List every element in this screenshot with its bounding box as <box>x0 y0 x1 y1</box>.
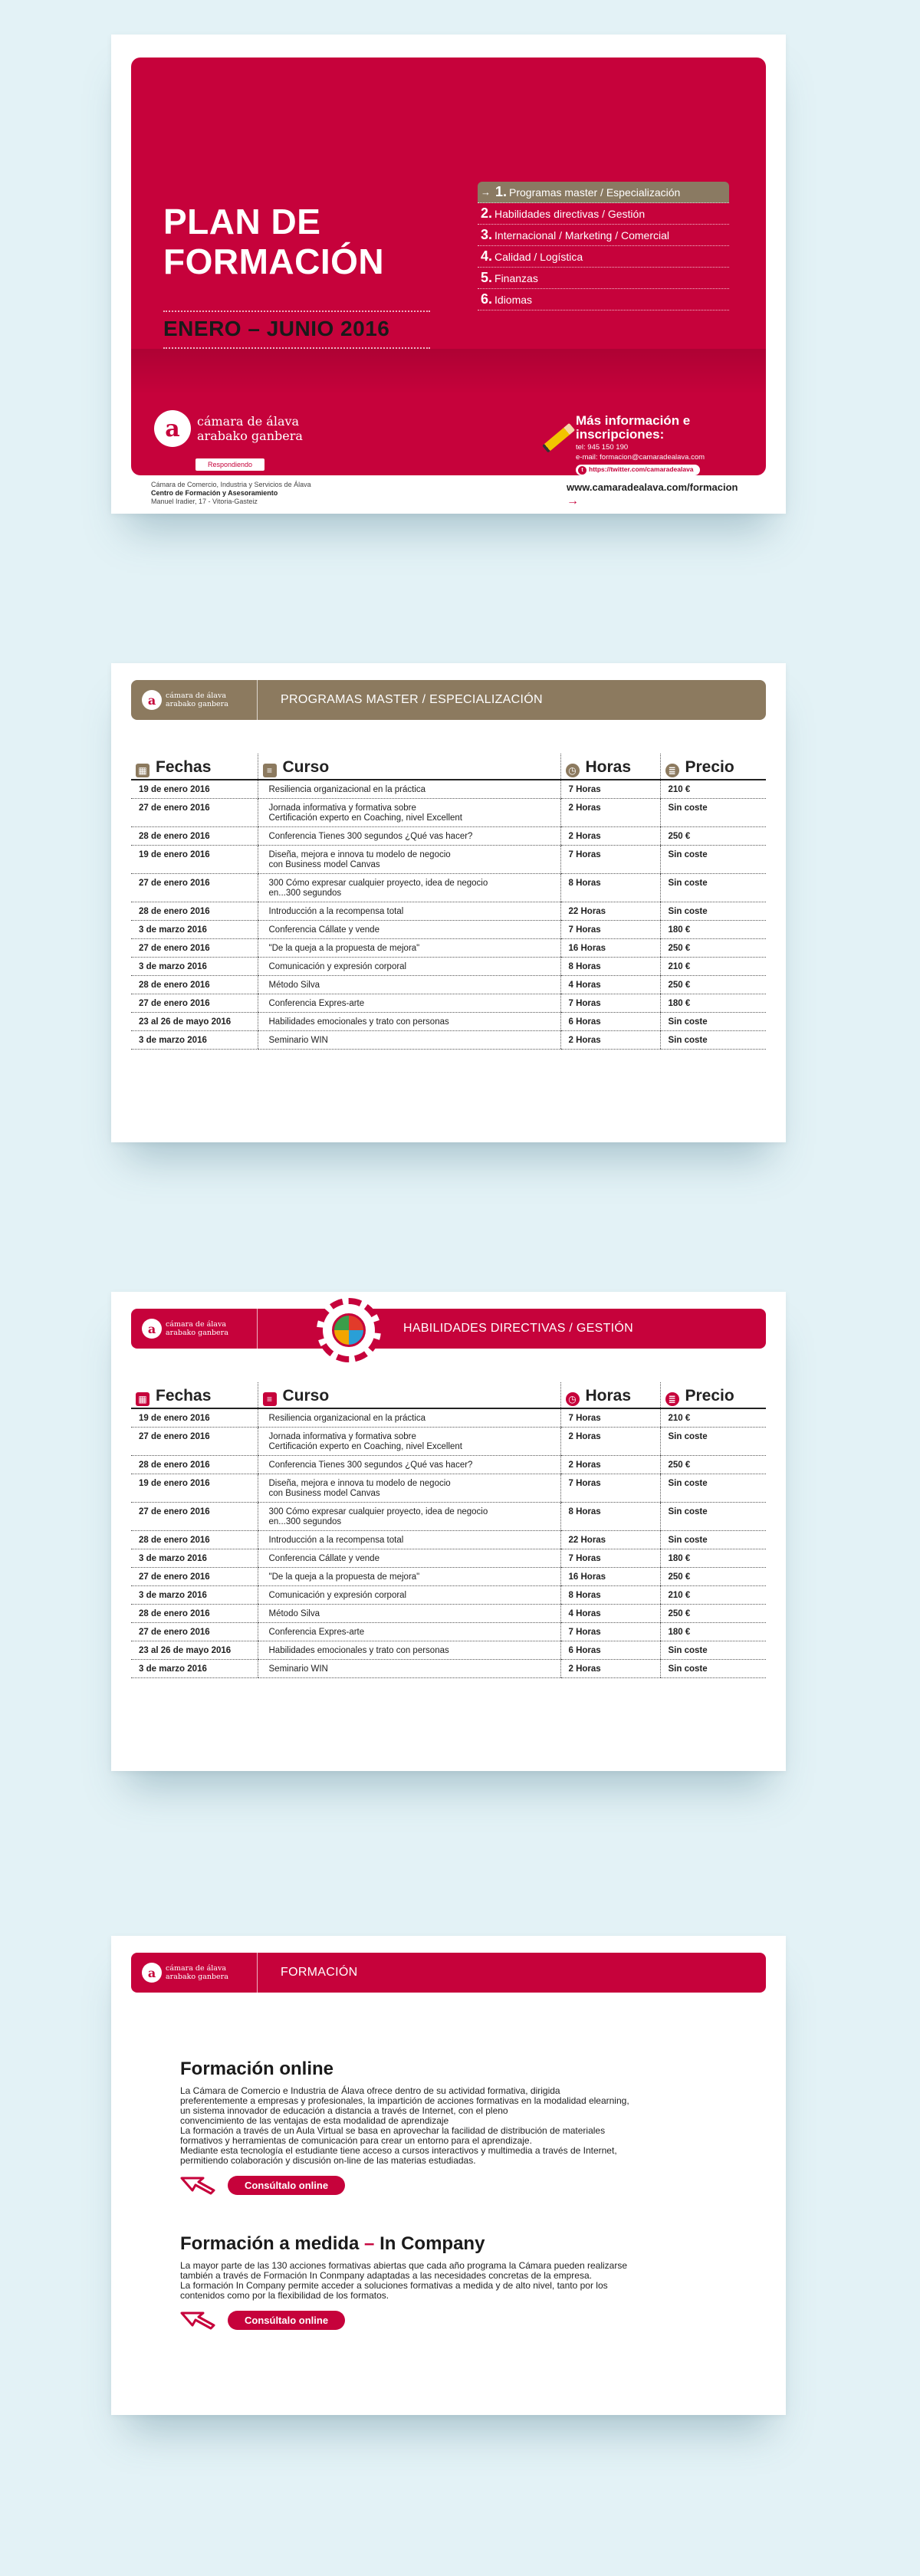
cell-precio: 210 € <box>660 780 766 799</box>
cover-title-line1: PLAN DE <box>163 202 321 242</box>
page-title: FORMACIÓN <box>281 1966 358 1979</box>
paragraph-line: La formación In Company permite acceder a soluciones formativas a medida y de alto nivel, tanto por los <box>180 2280 608 2291</box>
cell-fecha: 3 de marzo 2016 <box>131 1586 258 1605</box>
page-title: PROGRAMAS MASTER / ESPECIALIZACIÓN <box>281 693 543 706</box>
cell-curso <box>258 1456 560 1474</box>
table-row <box>131 1586 766 1605</box>
cell-precio: Sin coste <box>660 902 766 921</box>
header-curso <box>258 754 560 780</box>
curso-line: en...300 segundos <box>268 1517 342 1526</box>
info-title-line1: Más información e <box>576 413 691 428</box>
cover-footer <box>151 481 311 506</box>
logo-text <box>197 414 303 443</box>
cell-precio: Sin coste <box>660 1031 766 1050</box>
camara-logo-icon: a <box>142 690 162 710</box>
logo-line2: arabako ganbera <box>166 1329 228 1337</box>
logo-line1: cámara de álava <box>166 1320 227 1329</box>
logo-line2: arabako ganbera <box>166 700 228 708</box>
coins-icon: ≣ <box>665 764 679 777</box>
title-part1: Formación a medida <box>180 2233 360 2254</box>
cell-horas: 7 Horas <box>560 994 660 1013</box>
arrow-right-icon: → <box>567 495 579 508</box>
table-header-row <box>131 754 766 780</box>
header-precio <box>660 1382 766 1408</box>
cell-curso <box>258 846 560 874</box>
camara-logo-icon: a <box>142 1319 162 1339</box>
header-fechas-label: Fechas <box>156 1387 212 1405</box>
curso-line: Conferencia Cállate y vende <box>268 925 380 935</box>
cell-curso <box>258 1586 560 1605</box>
menu-item-number: 1. <box>495 184 508 199</box>
cta-online <box>180 2175 717 2195</box>
clock-icon: ◷ <box>566 764 580 777</box>
cell-curso <box>258 976 560 994</box>
cell-fecha: 27 de enero 2016 <box>131 799 258 827</box>
menu-item-label: Finanzas <box>495 271 538 284</box>
cell-precio: 180 € <box>660 921 766 939</box>
menu-item-number: 6. <box>481 291 493 307</box>
cover-title <box>163 202 439 281</box>
cell-precio: 250 € <box>660 976 766 994</box>
table-row <box>131 799 766 827</box>
table-row <box>131 994 766 1013</box>
cell-horas: 8 Horas <box>560 1586 660 1605</box>
curso-line: Introducción a la recompensa total <box>268 907 404 916</box>
cell-curso <box>258 1474 560 1503</box>
table-row <box>131 1531 766 1549</box>
cell-fecha: 3 de marzo 2016 <box>131 921 258 939</box>
cover-dates: ENERO – JUNIO 2016 <box>163 317 390 340</box>
cell-horas: 2 Horas <box>560 1456 660 1474</box>
habilidades-directivas-page <box>111 1292 786 1771</box>
cell-horas: 8 Horas <box>560 958 660 976</box>
cell-horas: 22 Horas <box>560 902 660 921</box>
cover-menu <box>478 182 729 310</box>
menu-item-number: 5. <box>481 270 493 285</box>
cell-horas: 8 Horas <box>560 1503 660 1531</box>
cell-precio: Sin coste <box>660 874 766 902</box>
clock-icon: ◷ <box>566 1392 580 1406</box>
table-row <box>131 1428 766 1456</box>
header-curso-label: Curso <box>282 1387 330 1405</box>
logo-text <box>166 692 228 708</box>
cell-curso <box>258 1549 560 1568</box>
page-title: HABILIDADES DIRECTIVAS / GESTIÓN <box>403 1322 634 1335</box>
cell-curso <box>258 1013 560 1031</box>
curso-line: Comunicación y expresión corporal <box>268 1591 407 1600</box>
cell-precio: Sin coste <box>660 799 766 827</box>
cell-horas: 2 Horas <box>560 1031 660 1050</box>
twitter-icon: t <box>578 466 586 475</box>
section-title <box>180 2233 717 2255</box>
menu-item[interactable] <box>478 246 729 268</box>
cover-logo <box>154 410 303 447</box>
cell-curso <box>258 1428 560 1456</box>
menu-item-label: Calidad / Logística <box>495 250 583 263</box>
camara-logo-icon: a <box>142 1963 162 1983</box>
table-header-row <box>131 1382 766 1408</box>
twitter-url: https://twitter.com/camaradealava <box>589 465 694 473</box>
section-in-company <box>180 2233 717 2330</box>
paragraph-line: preferentemente a empresas y profesionales, la impartición de acciones formativas en la modalidad elearning, <box>180 2095 629 2106</box>
cell-fecha: 28 de enero 2016 <box>131 902 258 921</box>
curso-line: Certificación experto en Coaching, nivel Excellent <box>268 1442 462 1451</box>
header-fechas <box>131 754 258 780</box>
cell-curso <box>258 902 560 921</box>
cell-precio: 210 € <box>660 958 766 976</box>
curso-line: Conferencia Expres-arte <box>268 1628 365 1637</box>
header-logo <box>131 1953 258 1993</box>
cell-horas: 2 Horas <box>560 1428 660 1456</box>
header-logo <box>131 680 258 720</box>
curso-line: Comunicación y expresión corporal <box>268 962 407 971</box>
cell-fecha: 27 de enero 2016 <box>131 1428 258 1456</box>
cell-precio: 250 € <box>660 939 766 958</box>
table-row <box>131 1605 766 1623</box>
table-body <box>131 1408 766 1678</box>
header-horas <box>560 754 660 780</box>
cell-horas: 7 Horas <box>560 1408 660 1428</box>
logo-line1: cámara de álava <box>197 414 300 429</box>
menu-item[interactable] <box>478 268 729 289</box>
cursor-arrow-icon <box>180 2175 217 2195</box>
cell-fecha: 27 de enero 2016 <box>131 1503 258 1531</box>
paragraph-line: Mediante esta tecnología el estudiante tiene acceso a cursos interactivos y multimedia a través de Internet, <box>180 2145 617 2156</box>
cell-fecha: 19 de enero 2016 <box>131 1408 258 1428</box>
table-row <box>131 1549 766 1568</box>
paragraph <box>180 2086 717 2166</box>
curso-line: Habilidades emocionales y trato con personas <box>268 1646 449 1655</box>
menu-item-number: 2. <box>481 205 493 221</box>
logo-line1: cámara de álava <box>166 1964 227 1973</box>
curso-line: 300 Cómo expresar cualquier proyecto, idea de negocio <box>268 879 488 888</box>
table-row <box>131 939 766 958</box>
table-row <box>131 1641 766 1660</box>
cell-curso <box>258 799 560 827</box>
paragraph-line: La formación a través de un Aula Virtual se basa en aprovechar la facilidad de distribución de materiales <box>180 2125 606 2136</box>
menu-item[interactable] <box>478 225 729 246</box>
consultalo-online-button[interactable]: Consúltalo online <box>228 2176 345 2195</box>
cell-horas: 7 Horas <box>560 1474 660 1503</box>
header-curso <box>258 1382 560 1408</box>
header-horas-label: Horas <box>585 1387 632 1405</box>
table-row <box>131 1568 766 1586</box>
cell-fecha: 19 de enero 2016 <box>131 1474 258 1503</box>
cell-horas: 2 Horas <box>560 799 660 827</box>
cell-horas: 22 Horas <box>560 1531 660 1549</box>
cell-horas: 6 Horas <box>560 1641 660 1660</box>
curso-line: Diseña, mejora e innova tu modelo de negocio <box>268 1479 451 1488</box>
paragraph-line: formativos y herramientas de comunicación para crear un entorno para el aprendizaje. <box>180 2135 532 2146</box>
cell-horas: 8 Horas <box>560 874 660 902</box>
cell-precio: 210 € <box>660 1586 766 1605</box>
cell-horas: 6 Horas <box>560 1013 660 1031</box>
cell-horas: 2 Horas <box>560 827 660 846</box>
website-link[interactable]: www.camaradealava.com/formacion <box>567 481 738 493</box>
title-part2: In Company <box>380 2233 485 2254</box>
cell-curso <box>258 874 560 902</box>
table-row <box>131 958 766 976</box>
cell-curso <box>258 1568 560 1586</box>
menu-item[interactable] <box>478 203 729 225</box>
table-row <box>131 780 766 799</box>
cell-curso <box>258 1660 560 1678</box>
paragraph-line: convencimiento de las ventajas de esta modalidad de aprendizaje <box>180 2115 449 2126</box>
cell-horas: 7 Horas <box>560 846 660 874</box>
header-fechas <box>131 1382 258 1408</box>
table-row <box>131 1660 766 1678</box>
camara-logo-icon: a <box>154 410 191 447</box>
table-row <box>131 921 766 939</box>
cell-precio: Sin coste <box>660 1641 766 1660</box>
header-horas <box>560 1382 660 1408</box>
cell-fecha: 23 al 26 de mayo 2016 <box>131 1013 258 1031</box>
header-curso-label: Curso <box>282 758 330 776</box>
section-online <box>180 2058 717 2195</box>
cell-precio: 180 € <box>660 1549 766 1568</box>
cell-fecha: 3 de marzo 2016 <box>131 1660 258 1678</box>
cell-curso <box>258 921 560 939</box>
curso-line: Conferencia Cállate y vende <box>268 1554 380 1563</box>
curso-line: 300 Cómo expresar cualquier proyecto, idea de negocio <box>268 1507 488 1516</box>
section-text <box>180 2261 717 2301</box>
title-dash: – <box>359 2233 380 2254</box>
logo-line2: arabako ganbera <box>197 429 303 443</box>
cell-fecha: 27 de enero 2016 <box>131 1623 258 1641</box>
cell-precio: 180 € <box>660 994 766 1013</box>
header-precio-label: Precio <box>685 758 734 776</box>
cell-horas: 2 Horas <box>560 1660 660 1678</box>
cell-fecha: 3 de marzo 2016 <box>131 1549 258 1568</box>
cell-precio: Sin coste <box>660 1428 766 1456</box>
document-icon: ≡ <box>263 1392 277 1406</box>
menu-item-label: Idiomas <box>495 293 533 306</box>
cell-curso <box>258 1503 560 1531</box>
curso-line: Habilidades emocionales y trato con personas <box>268 1017 449 1027</box>
cell-precio: 180 € <box>660 1623 766 1641</box>
cover-card <box>131 58 766 475</box>
curso-line: con Business model Canvas <box>268 860 380 869</box>
curso-line: Introducción a la recompensa total <box>268 1536 404 1545</box>
pencil-icon <box>542 423 575 453</box>
footer-line2 <box>151 489 311 498</box>
paragraph-line: permitiendo colaboración y discusión on-line de las materias estudiadas. <box>180 2155 476 2166</box>
divider <box>163 310 430 312</box>
cell-precio: Sin coste <box>660 1013 766 1031</box>
courses-table <box>131 1382 766 1678</box>
page-header <box>131 1953 766 1993</box>
table-row <box>131 1623 766 1641</box>
table-row <box>131 1474 766 1503</box>
curso-line: con Business model Canvas <box>268 1489 380 1498</box>
curso-line: Jornada informativa y formativa sobre <box>268 803 416 813</box>
cell-horas: 7 Horas <box>560 780 660 799</box>
cell-fecha: 27 de enero 2016 <box>131 994 258 1013</box>
paragraph-line: contenidos como por la flexibilidad de los formatos. <box>180 2290 389 2301</box>
table-row <box>131 1031 766 1050</box>
curso-line: Método Silva <box>268 981 320 990</box>
logo-line1: cámara de álava <box>166 692 227 700</box>
footer-line3: Manuel Iradier, 17 - Vitoria-Gasteiz <box>151 498 258 505</box>
gear-icon <box>317 1298 381 1362</box>
page-header <box>131 680 766 720</box>
cell-fecha: 28 de enero 2016 <box>131 1456 258 1474</box>
paragraph-line: un sistema innovador de educación a distancia a través de Internet, con el pleno <box>180 2105 508 2116</box>
cell-fecha: 27 de enero 2016 <box>131 874 258 902</box>
cell-fecha: 27 de enero 2016 <box>131 939 258 958</box>
cell-precio: Sin coste <box>660 1660 766 1678</box>
header-fechas-label: Fechas <box>156 758 212 776</box>
coins-icon: ≣ <box>665 1392 679 1406</box>
curso-line: Conferencia Tienes 300 segundos ¿Qué vas hacer? <box>268 832 473 841</box>
cell-fecha: 23 al 26 de mayo 2016 <box>131 1641 258 1660</box>
logo-text <box>166 1964 228 1981</box>
info-title-line2: inscripciones: <box>576 427 665 442</box>
cell-curso <box>258 827 560 846</box>
menu-item[interactable] <box>478 182 729 203</box>
cell-horas: 7 Horas <box>560 1549 660 1568</box>
curso-line: Conferencia Tienes 300 segundos ¿Qué vas hacer? <box>268 1460 473 1470</box>
curso-line: Resiliencia organizacional en la práctica <box>268 785 426 794</box>
menu-item-label: Internacional / Marketing / Comercial <box>495 228 670 242</box>
cell-fecha: 28 de enero 2016 <box>131 827 258 846</box>
cell-precio: Sin coste <box>660 1474 766 1503</box>
cell-fecha: 27 de enero 2016 <box>131 1568 258 1586</box>
table-row <box>131 846 766 874</box>
paragraph-line: La Cámara de Comercio e Industria de Álava ofrece dentro de su actividad formativa, dirigida <box>180 2085 560 2096</box>
header-precio-label: Precio <box>685 1387 734 1405</box>
cell-curso <box>258 1031 560 1050</box>
cell-curso <box>258 1623 560 1641</box>
menu-item-label: Habilidades directivas / Gestión <box>495 207 646 220</box>
cover-title-line2: FORMACIÓN <box>163 242 385 281</box>
table-row <box>131 827 766 846</box>
table-row <box>131 902 766 921</box>
table-row <box>131 1503 766 1531</box>
curso-line: Certificación experto en Coaching, nivel Excellent <box>268 813 462 823</box>
cell-fecha: 28 de enero 2016 <box>131 1605 258 1623</box>
menu-item-label: Programas master / Especialización <box>509 186 681 199</box>
table-row <box>131 1456 766 1474</box>
cell-fecha: 19 de enero 2016 <box>131 780 258 799</box>
courses-table <box>131 754 766 1050</box>
programas-master-page <box>111 663 786 1142</box>
cell-horas: 16 Horas <box>560 1568 660 1586</box>
cell-fecha: 3 de marzo 2016 <box>131 1031 258 1050</box>
table-row <box>131 976 766 994</box>
curso-line: Seminario WIN <box>268 1036 328 1045</box>
curso-line: Diseña, mejora e innova tu modelo de negocio <box>268 850 451 859</box>
curso-line: Seminario WIN <box>268 1664 328 1674</box>
menu-item-number: 3. <box>481 227 493 242</box>
email-link[interactable]: e-mail: formacion@camaradealava.com <box>576 453 705 462</box>
cell-horas: 7 Horas <box>560 1623 660 1641</box>
cell-horas: 4 Horas <box>560 1605 660 1623</box>
cell-fecha: 19 de enero 2016 <box>131 846 258 874</box>
cell-fecha: 3 de marzo 2016 <box>131 958 258 976</box>
footer-line1: Cámara de Comercio, Industria y Servicios de Álava <box>151 481 311 488</box>
calendar-icon: ▦ <box>136 1392 150 1406</box>
phone: tel: 945 150 190 <box>576 443 629 452</box>
cell-precio: 250 € <box>660 1568 766 1586</box>
curso-line: Resiliencia organizacional en la práctica <box>268 1414 426 1423</box>
curso-line: Jornada informativa y formativa sobre <box>268 1432 416 1441</box>
cell-curso <box>258 939 560 958</box>
divider <box>163 347 430 349</box>
document-icon: ≡ <box>263 764 277 777</box>
paragraph-line: también a través de Formación In Conmpany adaptadas a las necesidades concretas de la empresa. <box>180 2270 592 2281</box>
cell-fecha: 28 de enero 2016 <box>131 1531 258 1549</box>
cell-curso <box>258 994 560 1013</box>
cta-in-company <box>180 2310 717 2330</box>
cell-curso <box>258 1641 560 1660</box>
curso-line: en...300 segundos <box>268 889 342 898</box>
info-title <box>576 414 760 442</box>
logo-line2: arabako ganbera <box>166 1973 228 1981</box>
contact-info <box>576 414 760 475</box>
cell-precio: Sin coste <box>660 1531 766 1549</box>
cell-precio: 250 € <box>660 1456 766 1474</box>
cell-curso <box>258 958 560 976</box>
cell-curso <box>258 1531 560 1549</box>
table-row <box>131 874 766 902</box>
cell-curso <box>258 780 560 799</box>
logo-text <box>166 1320 228 1337</box>
cell-fecha: 28 de enero 2016 <box>131 976 258 994</box>
paragraph-line: La mayor parte de las 130 acciones formativas abiertas que cada año programa la Cámara pueden realizarse <box>180 2260 627 2271</box>
table-body <box>131 780 766 1050</box>
formacion-page <box>111 1936 786 2415</box>
header-logo <box>131 1309 258 1349</box>
curso-line: "De la queja a la propuesta de mejora" <box>268 944 420 953</box>
cursor-arrow-icon <box>180 2310 217 2330</box>
footer-line2-text: Centro de Formación y Asesoramiento <box>151 489 278 497</box>
twitter-link[interactable] <box>576 465 700 475</box>
cell-precio: 250 € <box>660 1605 766 1623</box>
cell-horas: 16 Horas <box>560 939 660 958</box>
cover-page <box>111 34 786 514</box>
table-row <box>131 1408 766 1428</box>
cell-curso <box>258 1408 560 1428</box>
section-text <box>180 2086 717 2166</box>
curso-line: "De la queja a la propuesta de mejora" <box>268 1572 420 1582</box>
curso-line: Método Silva <box>268 1609 320 1618</box>
page-header <box>131 1309 766 1349</box>
calendar-icon: ▦ <box>136 764 150 777</box>
arrow-right-icon: → <box>481 186 491 198</box>
paragraph <box>180 2261 717 2301</box>
cell-precio: 210 € <box>660 1408 766 1428</box>
consultalo-online-button[interactable]: Consúltalo online <box>228 2311 345 2330</box>
cell-curso <box>258 1605 560 1623</box>
cell-horas: 4 Horas <box>560 976 660 994</box>
cell-precio: Sin coste <box>660 1503 766 1531</box>
cell-precio: 250 € <box>660 827 766 846</box>
menu-item[interactable] <box>478 289 729 310</box>
cell-horas: 7 Horas <box>560 921 660 939</box>
table-row <box>131 1013 766 1031</box>
cover-badge: Respondiendo <box>196 458 264 471</box>
gear-center <box>332 1313 366 1347</box>
section-title: Formación online <box>180 2058 334 2079</box>
curso-line: Conferencia Expres-arte <box>268 999 365 1008</box>
menu-item-number: 4. <box>481 248 493 264</box>
header-precio <box>660 754 766 780</box>
header-horas-label: Horas <box>585 758 632 776</box>
cell-precio: Sin coste <box>660 846 766 874</box>
